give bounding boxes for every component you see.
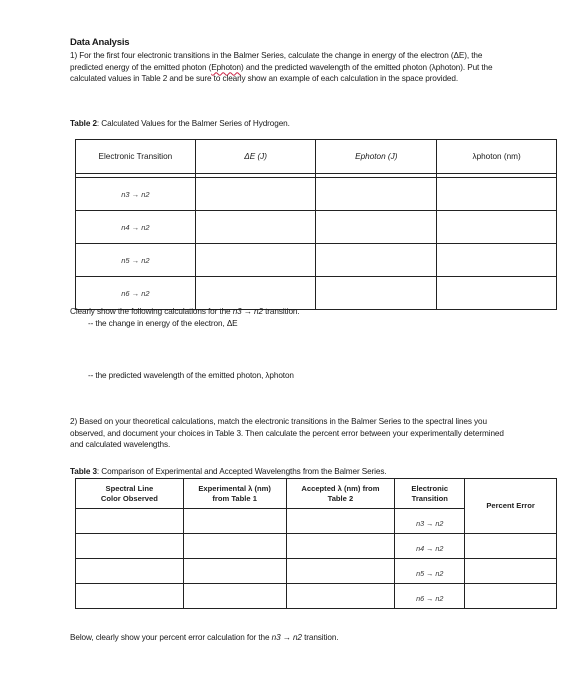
table3-input-cell[interactable] xyxy=(76,534,184,559)
calc-instructions xyxy=(70,307,300,316)
percent-error-instructions xyxy=(70,633,338,642)
table3-input-cell[interactable] xyxy=(76,559,184,584)
table3-header-transition-text: Electronic Transition xyxy=(411,484,449,503)
table-row xyxy=(76,584,557,609)
table-2 xyxy=(75,139,557,310)
table3-input-cell[interactable] xyxy=(465,559,557,584)
lambda-photon-symbol: λphoton xyxy=(431,62,461,72)
table2-input-cell[interactable] xyxy=(195,244,316,277)
table2-input-cell[interactable] xyxy=(195,178,316,211)
table-row xyxy=(76,244,557,277)
table2-caption-rest: : Calculated Values for the Balmer Series of Hydrogen. xyxy=(96,119,290,128)
table2-transition-cell: n5 → n2 xyxy=(76,244,196,277)
table2-header-delta-e: ΔE (J) xyxy=(195,140,316,174)
table3-transition-cell: n3 → n2 xyxy=(395,509,465,534)
table2-input-cell[interactable] xyxy=(437,277,557,310)
table2-header-row xyxy=(76,140,557,174)
table2-input-cell[interactable] xyxy=(195,277,316,310)
table3-transition-cell: n4 → n2 xyxy=(395,534,465,559)
table3-input-cell[interactable] xyxy=(183,509,286,534)
table-row xyxy=(76,277,557,310)
final-text-a: Below, clearly show your percent error calculation for the xyxy=(70,633,272,642)
table3-caption xyxy=(70,467,387,476)
table-row xyxy=(76,534,557,559)
table3-input-cell[interactable] xyxy=(465,584,557,609)
table2-header-e-photon: Ephoton (J) xyxy=(316,140,437,174)
table3-caption-rest: : Comparison of Experimental and Accepted Wavelengths from the Balmer Series. xyxy=(96,467,387,476)
table2-transition-cell: n3 → n2 xyxy=(76,178,196,211)
table2-input-cell[interactable] xyxy=(437,178,557,211)
table3-input-cell[interactable] xyxy=(183,534,286,559)
table3-header-percent-error: Percent Error xyxy=(465,479,557,534)
table2-input-cell[interactable] xyxy=(195,211,316,244)
table2-input-cell[interactable] xyxy=(316,211,437,244)
table-row xyxy=(76,178,557,211)
table3-header-color-text: Spectral Line Color Observed xyxy=(100,484,158,503)
table3-header-color xyxy=(76,479,184,509)
q1-text-a: 1) For the first four electronic transitions in the Balmer Series, calculate the change in energy of the electron (ΔE), the predicted energy of the emitted photon ( xyxy=(70,51,483,72)
table2-input-cell[interactable] xyxy=(316,244,437,277)
table3-header-accepted-text: Accepted λ (nm) from Table 2 xyxy=(301,484,380,503)
table2-input-cell[interactable] xyxy=(437,244,557,277)
e-photon-symbol: Ephoton xyxy=(211,62,242,72)
table2-caption-bold: Table 2 xyxy=(70,119,97,128)
calc-line1-a: Clearly show the following calculations for the xyxy=(70,307,233,316)
table3-input-cell[interactable] xyxy=(286,534,395,559)
final-transition: n3 → n2 xyxy=(271,633,302,642)
table2-input-cell[interactable] xyxy=(316,178,437,211)
table3-input-cell[interactable] xyxy=(286,584,395,609)
table3-transition-cell: n5 → n2 xyxy=(395,559,465,584)
table3-caption-bold: Table 3 xyxy=(70,467,97,476)
table3-input-cell[interactable] xyxy=(76,509,184,534)
table3-input-cell[interactable] xyxy=(183,559,286,584)
table-row xyxy=(76,559,557,584)
table3-header-transition xyxy=(395,479,465,509)
table2-input-cell[interactable] xyxy=(316,277,437,310)
q1-text-b: ) and the predicted wavelength of the emitted photon ( xyxy=(241,62,432,72)
table3-header-experimental xyxy=(183,479,286,509)
table3-input-cell[interactable] xyxy=(183,584,286,609)
table3-input-cell[interactable] xyxy=(76,584,184,609)
calc-line1-transition: n3 → n2 xyxy=(232,307,263,316)
final-text-b: transition. xyxy=(301,633,339,642)
calc-delta-e-prompt: -- the change in energy of the electron, ΔE xyxy=(88,319,238,328)
table2-caption xyxy=(70,119,290,128)
table-3 xyxy=(75,478,557,609)
table3-input-cell[interactable] xyxy=(286,559,395,584)
table2-header-transition: Electronic Transition xyxy=(76,140,196,174)
question-1 xyxy=(70,50,510,85)
q1-text-c: ). Put the calculated values in Table 2 and be sure to clearly show an example of each calculation in the space provided. xyxy=(70,62,493,84)
table2-transition-cell: n6 → n2 xyxy=(76,277,196,310)
table2-input-cell[interactable] xyxy=(437,211,557,244)
table3-input-cell[interactable] xyxy=(465,534,557,559)
calc-lambda-prompt: -- the predicted wavelength of the emitted photon, λphoton xyxy=(88,371,294,380)
question-2: 2) Based on your theoretical calculations, match the electronic transitions in the Balmer Series to the spectral lines you observed, and document your choices in Table 3. Then calculate the percent error between your experimentally determined and calculated wavelengths. xyxy=(70,417,504,450)
table3-input-cell[interactable] xyxy=(286,509,395,534)
page-heading: Data Analysis xyxy=(70,37,130,48)
table2-transition-cell: n4 → n2 xyxy=(76,211,196,244)
table3-header-row xyxy=(76,479,557,509)
table3-header-experimental-text: Experimental λ (nm) from Table 1 xyxy=(198,484,271,503)
table3-header-accepted xyxy=(286,479,395,509)
calc-line1-b: transition. xyxy=(262,307,300,316)
table3-transition-cell: n6 → n2 xyxy=(395,584,465,609)
table2-header-lambda: λphoton (nm) xyxy=(437,140,557,174)
table-row xyxy=(76,211,557,244)
